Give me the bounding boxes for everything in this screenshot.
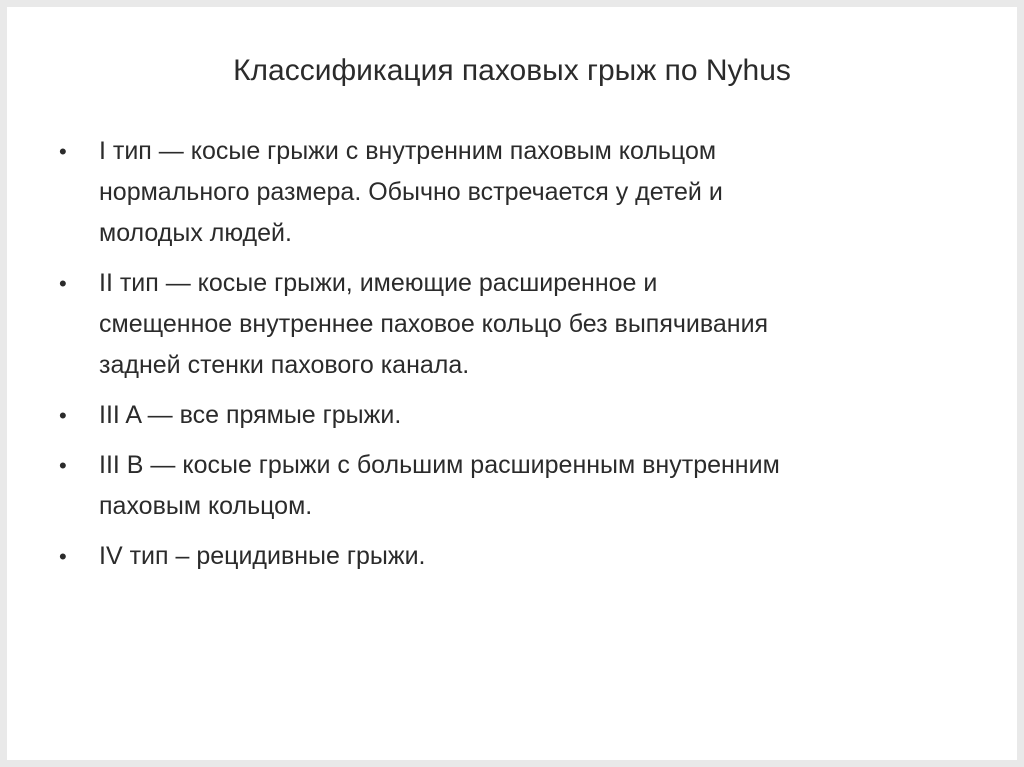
bullet-dot-icon: •	[59, 271, 67, 296]
bullet-dot-icon: •	[59, 453, 67, 478]
bullet-text-line: IV тип – рецидивные грыжи.	[99, 542, 426, 570]
bullet-text-line: паховым кольцом.	[99, 492, 313, 520]
slide	[7, 7, 1017, 760]
slide-title: Классификация паховых грыж по Nyhus	[233, 54, 791, 87]
bullet-text-line: задней стенки пахового канала.	[99, 351, 470, 379]
bullet-item-type-3b	[59, 445, 979, 527]
bullet-dot-icon: •	[59, 139, 67, 164]
bullet-text-line: II тип — косые грыжи, имеющие расширенное и	[99, 269, 658, 297]
bullet-text-line: I тип — косые грыжи с внутренним паховым кольцом	[99, 137, 717, 165]
bullet-text-line: III B — косые грыжи с большим расширенным внутренним	[99, 451, 780, 479]
bullet-item-type-3a	[59, 395, 979, 436]
bullet-text-line: нормального размера. Обычно встречается у детей и	[99, 178, 723, 206]
bullet-dot-icon: •	[59, 544, 67, 569]
bullet-item-type-1	[59, 131, 979, 254]
bullet-dot-icon: •	[59, 403, 67, 428]
bullet-item-type-4	[59, 536, 979, 577]
bullet-item-type-2	[59, 263, 979, 386]
bullet-text-line: III A — все прямые грыжи.	[99, 401, 402, 429]
bullet-text-line: смещенное внутреннее паховое кольцо без выпячивания	[99, 310, 769, 338]
bullet-list	[59, 131, 979, 586]
bullet-text-line: молодых людей.	[99, 219, 292, 247]
